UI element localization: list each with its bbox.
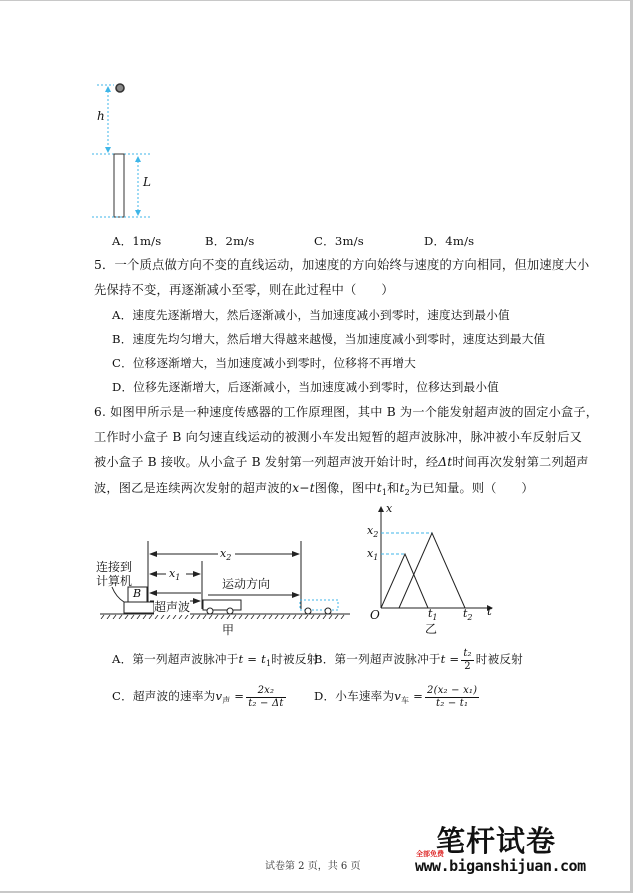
q4-option-c[interactable]: C．3m/s xyxy=(314,234,364,248)
direction-label: 运动方向 xyxy=(222,577,271,591)
q6-option-b[interactable]: B．第一列超声波脉冲于t = $\frac{\text{t₂}}{2}$ 时被反射 xyxy=(314,647,523,672)
q5-option-d[interactable]: D．位移先逐渐增大，后逐渐减小，当加速度减小到零时，位移达到最小值 xyxy=(112,380,499,394)
watermark-badge: 全部免费 xyxy=(416,850,444,858)
origin-label: O xyxy=(370,608,380,622)
wave-label: 超声波 xyxy=(154,600,191,614)
q5-option-b[interactable]: B．速度先均匀增大，然后增大得越来越慢，当加速度减小到零时，速度达到最大值 xyxy=(112,332,546,346)
page-number-footer: 试卷第 2 页，共 6 页 xyxy=(265,861,361,872)
box-b-label: B xyxy=(133,587,142,600)
connect-label-line1: 连接到 xyxy=(96,560,133,574)
figure-yi-graph xyxy=(365,506,495,611)
figure-jia-caption: 甲 xyxy=(222,623,235,637)
label-h: h xyxy=(97,109,105,123)
document-page xyxy=(0,1,630,891)
x1-tick-label: $x_1$ xyxy=(367,547,379,562)
q5-option-a[interactable]: A．速度先逐渐增大，然后逐渐减小，当加速度减小到零时，速度达到最小值 xyxy=(112,308,510,322)
q4-option-b[interactable]: B．2m/s xyxy=(205,234,255,248)
x2-tick-label: $x_2$ xyxy=(367,524,379,539)
x2-label: $x_2$ xyxy=(220,547,232,562)
axis-x-label: x xyxy=(386,502,393,515)
q6-stem-line3: 被小盒子 B 接收。从小盒子 B 发射第一列超声波开始计时，经Δt时间再次发射第二列超声 xyxy=(94,455,589,469)
t1-tick-label: $t_1$ xyxy=(428,607,438,622)
q6-stem-line1: 6. 如图甲所示是一种速度传感器的工作原理图，其中 B 为一个能发射超声波的固定小盒子， xyxy=(94,405,599,419)
label-L: L xyxy=(143,175,151,189)
q4-option-d[interactable]: D．4m/s xyxy=(424,234,475,248)
x1-label: $x_1$ xyxy=(169,567,181,582)
q6-stem-line4: 波，图乙是连续两次发射的超声波的x−t图像，图中$t_1$和$t_2$为已知量。则（ ） xyxy=(94,481,534,497)
watermark-url[interactable]: www.biganshijuan.com xyxy=(415,857,586,875)
q6-option-d[interactable]: D．小车速率为$v_车$ = $\frac{\text{2(x₂ − x₁)}}{\text{t₂ − t₁}}$ xyxy=(314,684,478,709)
watermark-title: 笔杆试卷 xyxy=(436,824,557,858)
ball-icon xyxy=(116,84,124,92)
q6-stem-line2: 工作时小盒子 B 向匀速直线运动的被测小车发出短暂的超声波脉冲，脉冲被小车反射后又 xyxy=(94,430,583,444)
q5-stem-line2: 先保持不变，再逐渐减小至零，则在此过程中（ ） xyxy=(94,283,394,297)
q5-stem-line1: 5．一个质点做方向不变的直线运动，加速度的方向始终与速度的方向相同，但加速度大小 xyxy=(94,258,590,272)
drop-figure xyxy=(92,79,162,224)
t2-tick-label: $t_2$ xyxy=(463,607,473,622)
connect-label-line2: 计算机 xyxy=(96,574,133,588)
axis-t-label: t xyxy=(487,604,492,618)
q5-option-c[interactable]: C．位移逐渐增大，当加速度减小到零时，位移将不再增大 xyxy=(112,356,416,370)
q6-option-c[interactable]: C．超声波的速率为$v_声$ = $\frac{\text{2x₂}}{\text{t₂ − Δt}}$ xyxy=(112,684,284,709)
figure-yi-caption: 乙 xyxy=(425,622,438,636)
q6-option-a[interactable]: A．第一列超声波脉冲于$t = t_1$时被反射 xyxy=(112,652,319,668)
q4-option-a[interactable]: A．1m/s xyxy=(112,234,162,248)
